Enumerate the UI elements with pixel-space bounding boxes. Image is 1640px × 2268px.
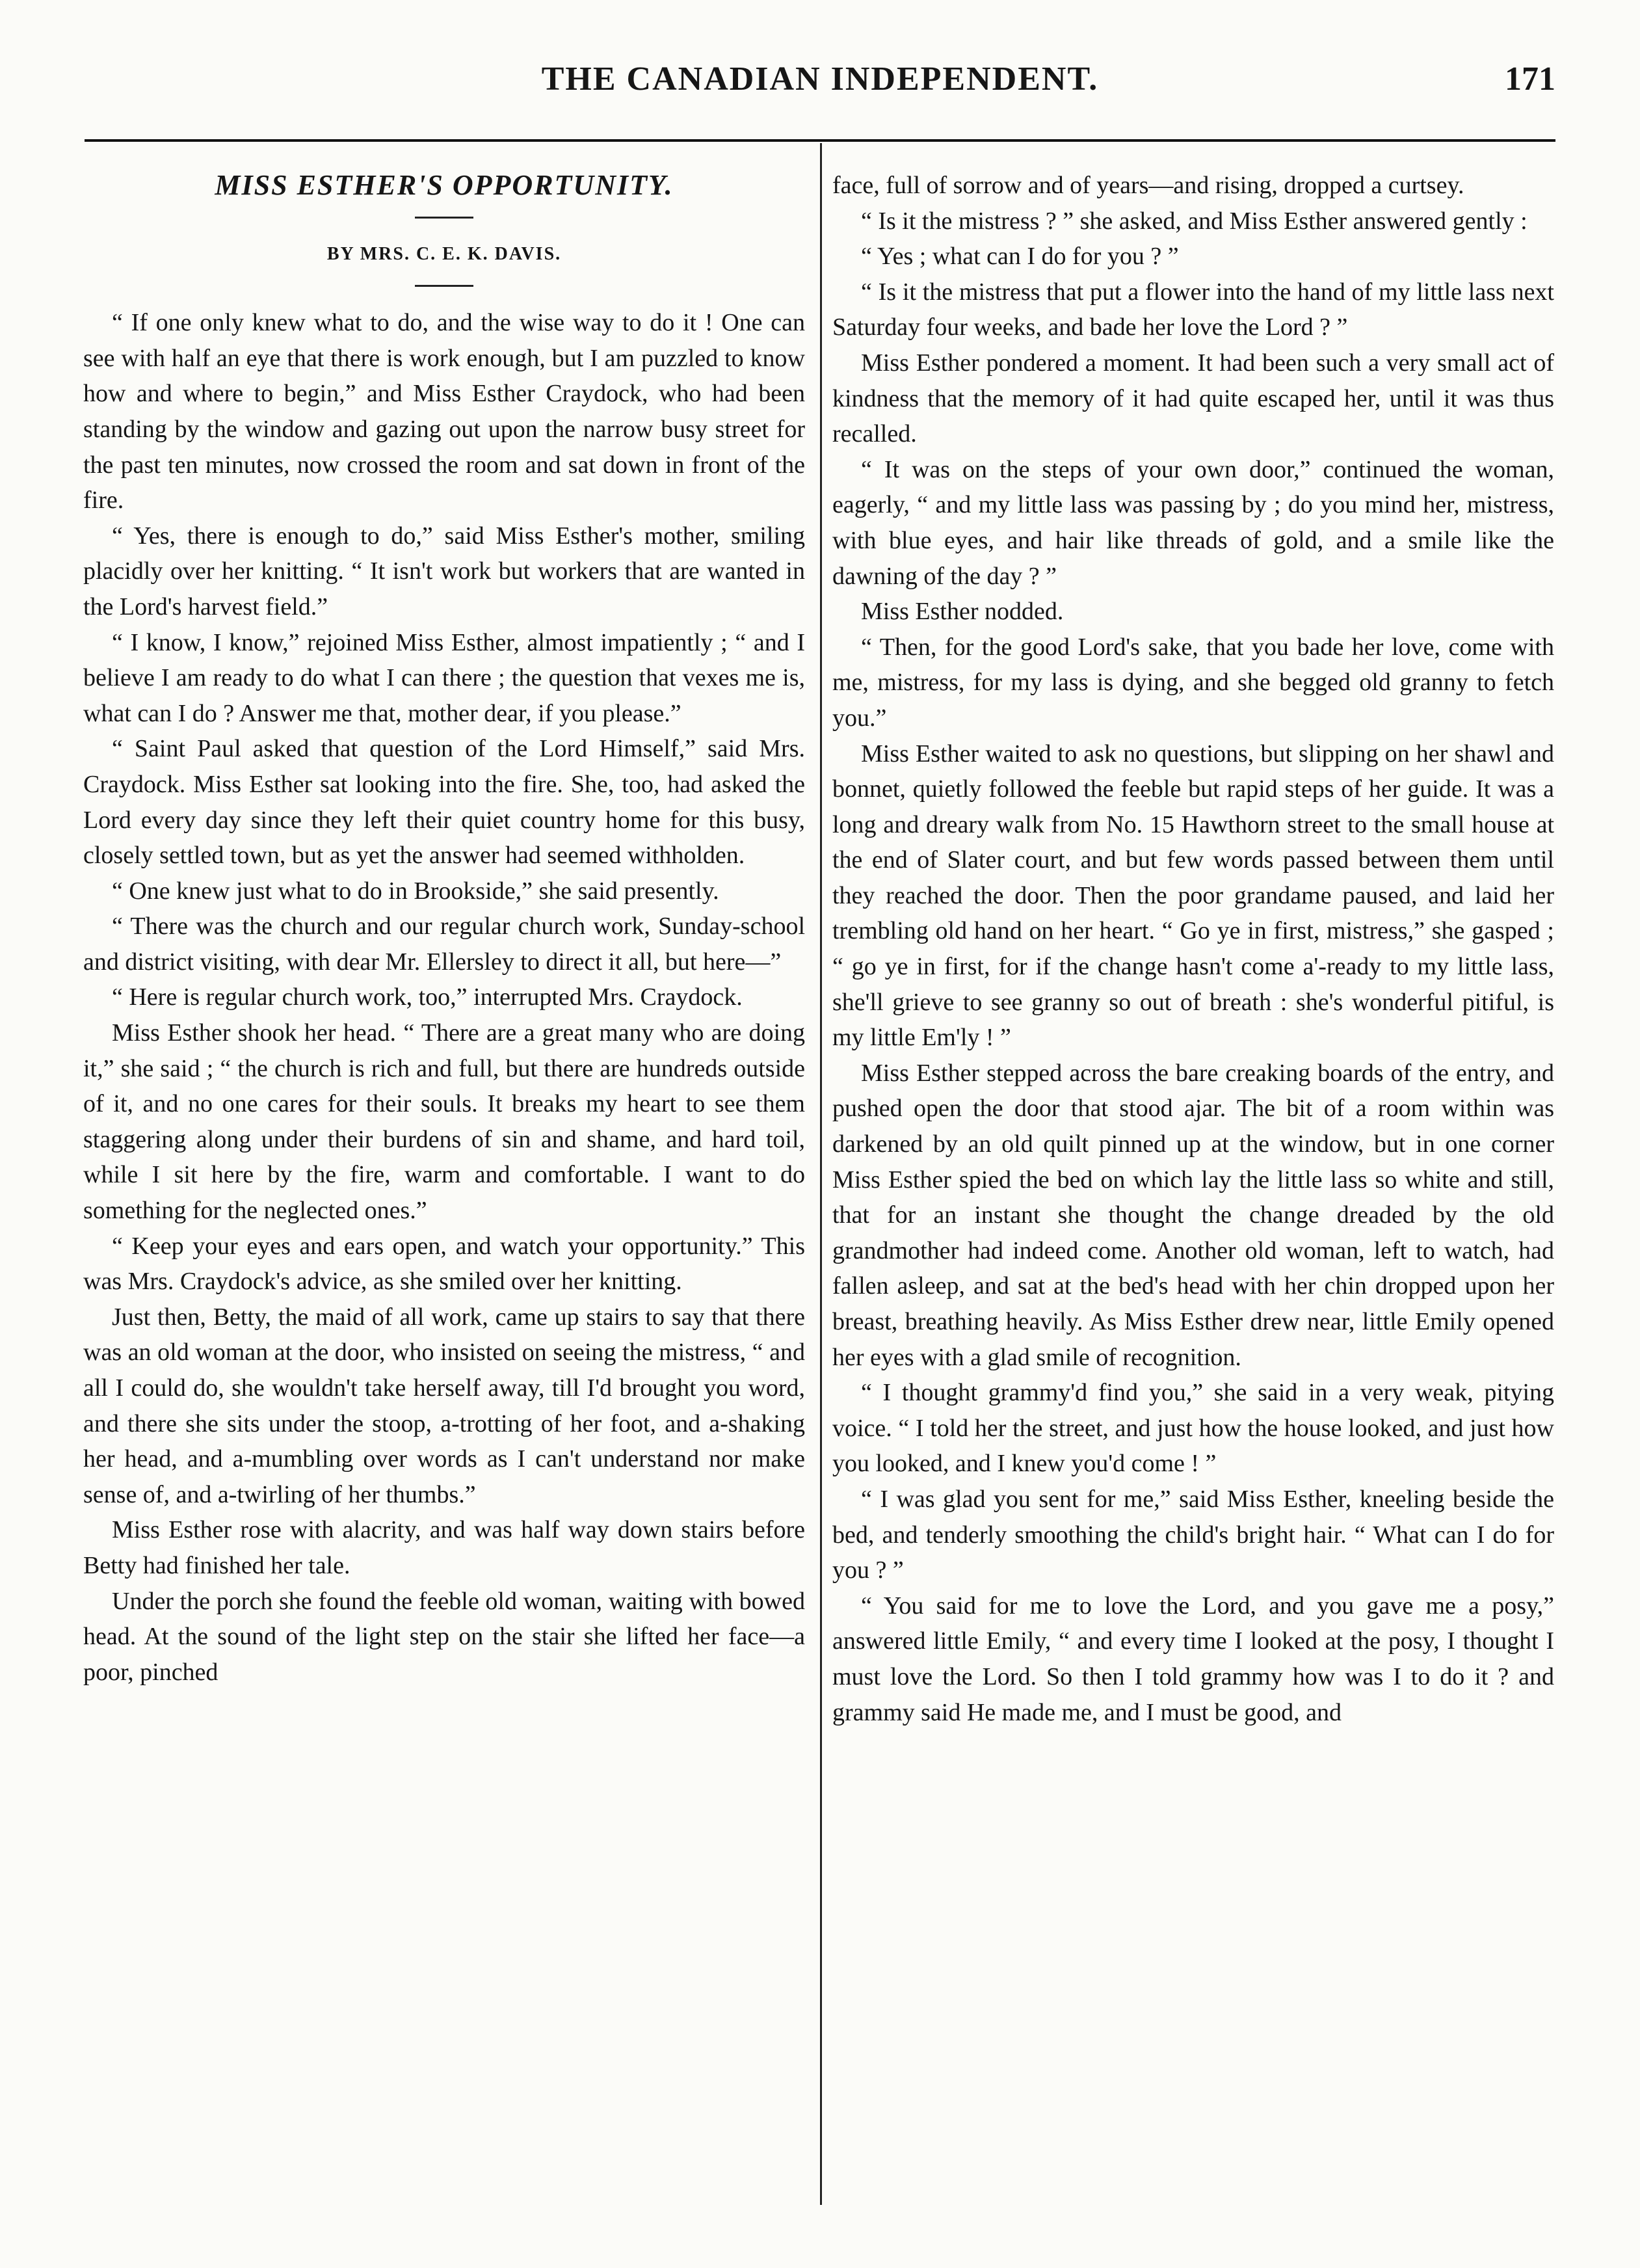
paragraph: “ I was glad you sent for me,” said Miss Esther, kneeling beside the bed, and tenderly smoothing the child's bright hair. “ What can I do for you ? ” — [832, 1485, 1554, 1584]
paragraph: Under the porch she found the feeble old woman, waiting with bowed head. At the sound of the light step on the stair she lifted her face—a poor, pinched — [83, 1587, 805, 1686]
header-rule — [85, 139, 1555, 142]
paragraph: Miss Esther nodded. — [861, 598, 1064, 626]
paragraph: “ Saint Paul asked that question of the Lord Himself,” said Mrs. Craydock. Miss Esther sat looking into the fire. She, too, had asked the Lord every day since they left their quiet country home for this busy, closely settled town, but as yet the answer had seemed withholden. — [83, 735, 805, 870]
paragraph: “ Is it the mistress that put a flower into the hand of my little lass next Saturday four weeks, and bade her love the Lord ? ” — [832, 278, 1554, 341]
article-byline: BY MRS. C. E. K. DAVIS. — [326, 243, 562, 264]
right-column — [832, 168, 1554, 1730]
paragraph: Miss Esther rose with alacrity, and was half way down stairs before Betty had finished her tale. — [83, 1516, 805, 1579]
left-column-text — [83, 305, 805, 1690]
paragraph: “ You said for me to love the Lord, and you gave me a posy,” answered little Emily, “ and every time I looked at the posy, I thought I must love the Lord. So then I told grammy how was I to do it ? and grammy said He made me, and I must be good, and — [832, 1592, 1554, 1726]
page-header — [85, 60, 1555, 112]
page-number: 171 — [1505, 60, 1555, 98]
paragraph: “ Here is regular church work, too,” interrupted Mrs. Craydock. — [112, 983, 743, 1011]
paragraph: Miss Esther shook her head. “ There are a great many who are doing it,” she said ; “ the church is rich and full, but there are hundreds outside of it, and no one cares for their souls. It breaks my heart to see them staggering along under their burdens of sin and shame, and hard toil, while I sit here by the fire, warm and comfortable. I want to do something for the neglected ones.” — [83, 1019, 805, 1225]
paragraph: Miss Esther pondered a moment. It had been such a very small act of kindness that the memory of it had quite escaped her, until it was thus recalled. — [832, 349, 1554, 448]
paragraph: face, full of sorrow and of years—and rising, dropped a curtsey. — [832, 172, 1464, 199]
paragraph: “ Yes, there is enough to do,” said Miss Esther's mother, smiling placidly over her knitting. “ It isn't work but workers that are wanted in the Lord's harvest field.” — [83, 522, 805, 620]
paragraph: “ One knew just what to do in Brookside,” she said presently. — [112, 877, 719, 905]
paragraph: “ Then, for the good Lord's sake, that you bade her love, come with me, mistress, for my lass is dying, and she begged old granny to fetch you.” — [832, 633, 1554, 732]
paragraph: “ Is it the mistress ? ” she asked, and Miss Esther answered gently : — [861, 207, 1528, 235]
running-title: THE CANADIAN INDEPENDENT. — [541, 60, 1099, 98]
paragraph: Miss Esther waited to ask no questions, but slipping on her shawl and bonnet, quietly followed the feeble but rapid steps of her guide. It was a long and dreary walk from No. 15 Hawthorn street to the small house at the end of Slater court, and but few words passed between them until they reached the door. Then the poor grandame paused, and laid her trembling old hand on her heart. “ Go ye in first, mistress,” she gasped ; “ go ye in first, for if the change hasn't come a'-ready to my little lass, she'll grieve to see granny so out of breath : she's wonderful pitiful, is my little Em'ly ! ” — [832, 740, 1554, 1052]
article-title: MISS ESTHER'S OPPORTUNITY. — [215, 169, 674, 201]
byline-rule — [415, 285, 473, 287]
paragraph: “ Keep your eyes and ears open, and watch your opportunity.” This was Mrs. Craydock's advice, as she smiled over her knitting. — [83, 1232, 805, 1296]
left-column — [83, 168, 805, 1690]
paragraph: Just then, Betty, the maid of all work, came up stairs to say that there was an old woman at the door, who insisted on seeing the mistress, “ and all I could do, she wouldn't take herself away, till I'd brought you word, and there she sits under the stoop, a-trotting of her foot, and a-shaking her head, and a-mumbling over words as I can't understand nor make sense of, and a-twirling of her thumbs.” — [83, 1303, 805, 1508]
paragraph: “ There was the church and our regular church work, Sunday-school and district visiting, with dear Mr. Ellersley to direct it all, but here—” — [83, 913, 805, 976]
paragraph: “ Yes ; what can I do for you ? ” — [861, 243, 1179, 271]
paragraph: “ It was on the steps of your own door,” continued the woman, eagerly, “ and my little lass was passing by ; do you mind her, mistress, with blue eyes, and hair like threads of gold, and a smile like the dawning of the day ? ” — [832, 455, 1554, 590]
column-divider — [820, 143, 822, 2205]
title-rule — [415, 217, 473, 219]
paragraph: “ I thought grammy'd find you,” she said in a very weak, pitying voice. “ I told her the street, and just how the house looked, and just how you looked, and I knew you'd come ! ” — [832, 1379, 1554, 1478]
paragraph: Miss Esther stepped across the bare creaking boards of the entry, and pushed open the door that stood ajar. The bit of a room within was darkened by an old quilt pinned up at the window, but in one corner Miss Esther spied the bed on which lay the little lass so white and still, that for an instant she thought the change dreaded by the old grandmother had indeed come. Another old woman, left to watch, had fallen asleep, and sat at the bed's head with her chin dropped upon her breast, breathing heavily. As Miss Esther drew near, little Emily opened her eyes with a glad smile of recognition. — [832, 1059, 1554, 1371]
paragraph: “ If one only knew what to do, and the wise way to do it ! One can see with half an eye that there is work enough, but I am puzzled to know how and where to begin,” and Miss Esther Craydock, who had been standing by the window and gazing out upon the narrow busy street for the past ten minutes, now crossed the room and sat down in front of the fire. — [83, 309, 805, 514]
paragraph: “ I know, I know,” rejoined Miss Esther, almost impatiently ; “ and I believe I am ready to do what I can there ; the question that vexes me is, what can I do ? Answer me that, mother dear, if you please.” — [83, 628, 805, 727]
